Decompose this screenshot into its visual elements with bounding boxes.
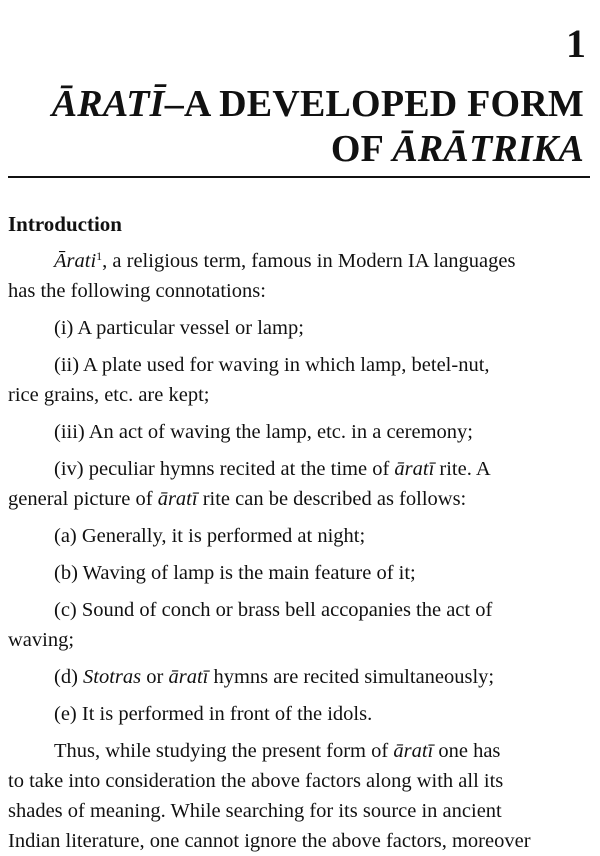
paragraph-1-text: , a religious term, famous in Modern IA languages <box>102 250 516 272</box>
list-item-ii-line-1: (ii) A plate used for waving in which lamp, betel-nut, <box>54 354 490 376</box>
paragraph-2-line-1 <box>8 736 590 766</box>
paragraph-2-line-4: Indian literature, one cannot ignore the above factors, moreover <box>8 830 531 852</box>
list-item-iv-text-b: rite. A <box>434 458 491 480</box>
title-divider <box>8 176 590 178</box>
paragraph-1-line-1 <box>8 246 590 276</box>
paragraph-1-line-2: has the following connotations: <box>8 280 266 302</box>
list-item-c-line-1: (c) Sound of conch or brass bell accopanies the act of <box>54 599 493 621</box>
list-item-e: (e) It is performed in front of the idols. <box>54 703 373 725</box>
term-arati-d: āratī <box>168 666 209 688</box>
paragraph-2-line-2: to take into consideration the above factors along with all its <box>8 770 504 792</box>
section-heading: Introduction <box>8 212 122 236</box>
term-stotras: Stotras <box>83 666 142 688</box>
footnote-marker: 1 <box>96 249 103 263</box>
chapter-title-line-2 <box>52 127 584 172</box>
list-item-iv-line-2-b: rite can be described as follows: <box>197 488 467 510</box>
list-item-iv-line-2-a: general picture of <box>8 488 158 510</box>
list-item-iv-line-2 <box>8 484 590 514</box>
chapter-title <box>52 82 584 172</box>
term-arati-p2: āratī <box>393 740 434 762</box>
chapter-title-line-1 <box>52 82 584 127</box>
title-term-arati: ĀRATĪ <box>51 83 165 125</box>
paragraph-2-line-3: shades of meaning. While searching for its source in ancient <box>8 800 502 822</box>
list-item-i: (i) A particular vessel or lamp; <box>54 317 304 339</box>
list-item-d-mid: or <box>141 666 169 688</box>
list-item-d <box>8 662 590 692</box>
paragraph-2-text-b: one has <box>433 740 501 762</box>
list-item-iv-text-a: (iv) peculiar hymns recited at the time of <box>54 458 395 480</box>
term-arati-iv: āratī <box>394 458 435 480</box>
term-arati-iv-2: āratī <box>157 488 198 510</box>
paragraph-2-text-a: Thus, while studying the present form of <box>54 740 394 762</box>
term-arati: Ārati <box>54 250 97 272</box>
list-item-b: (b) Waving of lamp is the main feature of it; <box>54 562 416 584</box>
chapter-number: 1 <box>566 21 586 66</box>
list-item-a: (a) Generally, it is performed at night; <box>54 525 366 547</box>
list-item-c-line-2: waving; <box>8 629 75 651</box>
title-line-1-rest: –A DEVELOPED FORM <box>164 83 584 125</box>
list-item-iii: (iii) An act of waving the lamp, etc. in a ceremony; <box>54 421 473 443</box>
list-item-d-rest: hymns are recited simultaneously; <box>208 666 495 688</box>
list-item-ii-line-2: rice grains, etc. are kept; <box>8 384 210 406</box>
title-line-2-of: OF <box>330 128 393 170</box>
list-item-iv-line-1 <box>8 454 590 484</box>
body-text <box>8 246 590 856</box>
title-term-aratrika: ĀRĀTRIKA <box>392 128 584 170</box>
list-item-d-prefix: (d) <box>54 666 84 688</box>
